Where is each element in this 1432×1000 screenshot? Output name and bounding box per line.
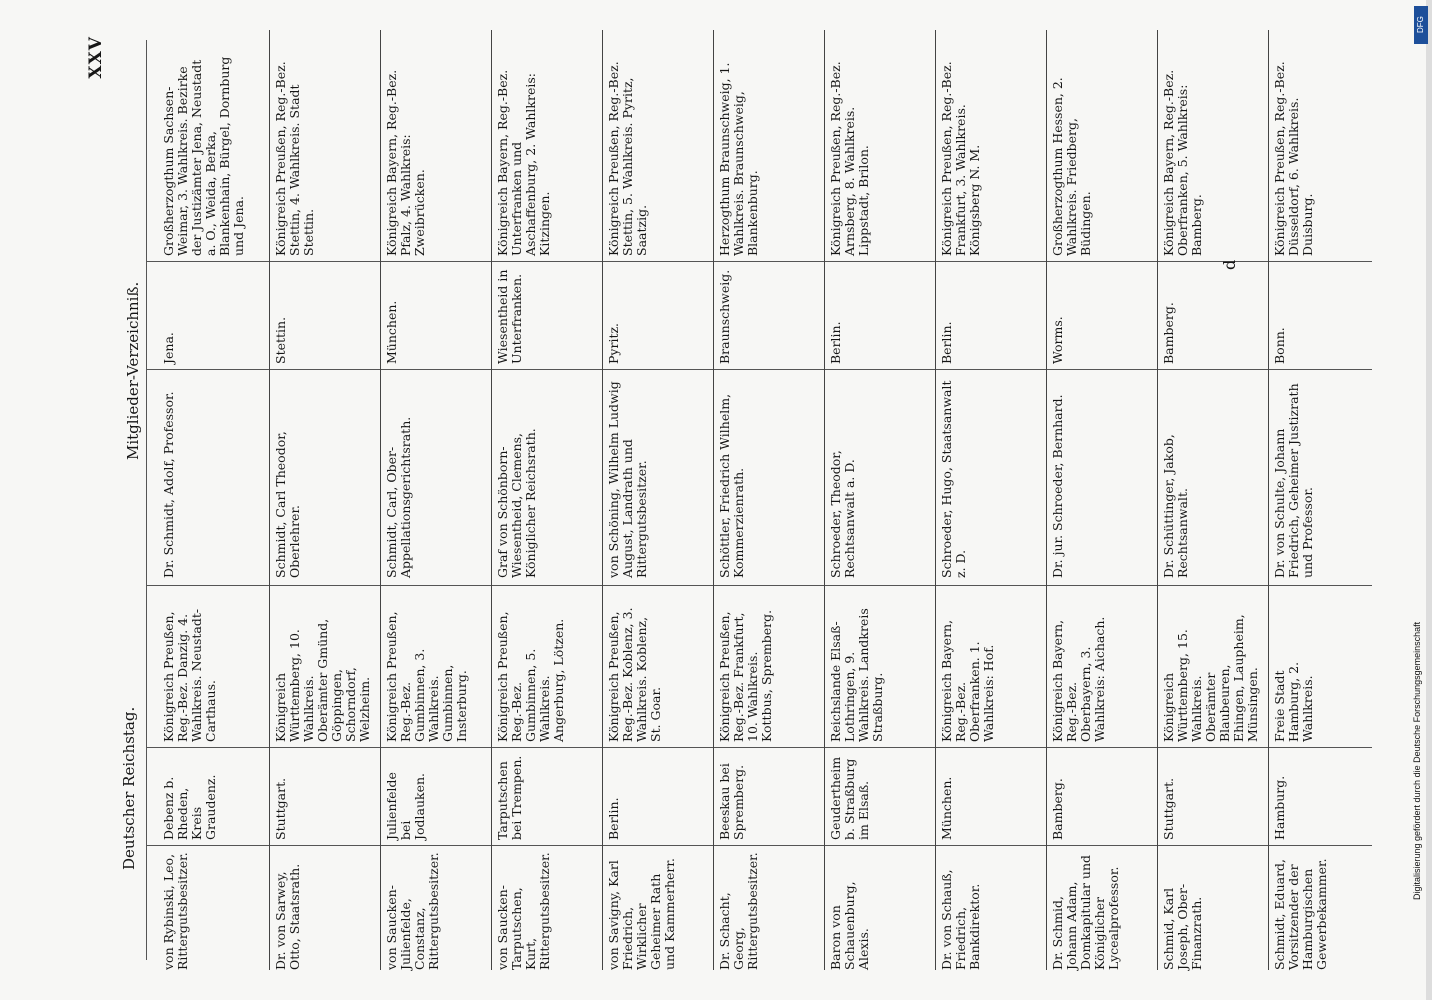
member-constituency: Königreich Württemberg, 15. Wahlkreis. Oberämter Blaubeuren, Ehingen, Laupheim, Münsingen. — [1161, 614, 1260, 742]
member-constituency: Königreich Preußen, Reg.-Bez. Danzig. 4. Wahlkreis. Neustadt-Carthaus. — [161, 608, 218, 742]
member-constituency: Königreich Preußen, Reg.-Bez. Düsseldorf, 6. Wahlkreis. Duisburg. — [1272, 61, 1315, 256]
table-row — [824, 30, 936, 970]
member-residence: Bamberg. — [1161, 302, 1176, 364]
member-constituency: Königreich Preußen, Reg.-Bez. Gumbinnen, 3. Wahlkreis. Gumbinnen, Insterburg. — [384, 611, 469, 742]
member-residence: München. — [939, 776, 954, 840]
member-residence: Bonn. — [1272, 327, 1287, 364]
rotated-page — [80, 30, 1380, 970]
member-name: von Savigny, Karl Friedrich, Wirklicher Geheimer Rath und Kammerherr. — [606, 858, 677, 970]
member-constituency: Königreich Bayern, Reg.-Bez. Unterfranken und Aschaffenburg, 2. Wahlkreis: Kitzingen. — [495, 69, 552, 256]
member-name: Schmidt, Carl Theodor, Oberlehrer. — [273, 431, 302, 578]
member-residence: Julienfelde bei Jodlauken. — [384, 772, 427, 840]
member-residence: Tarputschen bei Trempen. — [495, 755, 524, 840]
member-constituency: Herzogthum Braunschweig, 1. Wahlkreis. Braunschweig, Blankenburg. — [717, 62, 760, 256]
table-row — [158, 30, 269, 970]
table-row — [1157, 30, 1269, 970]
member-name: Schroeder, Hugo, Staatsanwalt z. D. — [939, 380, 968, 578]
member-residence: Stettin. — [273, 316, 288, 364]
member-residence: München. — [384, 300, 399, 364]
member-constituency: Königreich Bayern, Reg.-Bez. Oberbayern, 3. Wahlkreis: Aichach. — [1050, 616, 1107, 742]
table-row — [935, 30, 1047, 970]
member-constituency: Königreich Bayern, Reg.-Bez. Oberfranken. 1. Wahlkreis: Hof. — [939, 619, 996, 742]
member-name: Baron von Schauenburg, Alexis. — [828, 881, 871, 970]
header-left: Deutscher Reichstag. — [120, 706, 138, 870]
member-constituency: Königreich Preußen, Reg.-Bez. Frankfurt, 3. Wahlkreis. Königsberg N. M. — [939, 61, 982, 256]
table-row — [491, 30, 603, 970]
member-name: von Schöning, Wilhelm Ludwig August, Landrath und Rittergutsbesitzer. — [606, 381, 649, 578]
member-residence: Stuttgart. — [1161, 777, 1176, 840]
member-residence: Geudertheim b. Straßburg im Elsaß. — [828, 756, 871, 840]
member-name: von Saucken-Tarputschen, Kurt, Rittergutsbesitzer. — [495, 852, 552, 970]
table-row — [602, 30, 714, 970]
member-constituency: Königreich Preußen, Reg.-Bez. Frankfurt, 10. Wahlkreis. Kottbus, Spremberg. — [717, 609, 774, 742]
member-constituency: Königreich Preußen, Reg.-Bez. Arnsberg, 8. Wahlkreis. Lippstadt, Brilon. — [828, 61, 871, 256]
member-residence: Berlin. — [828, 321, 843, 364]
member-residence: Berlin. — [606, 797, 621, 840]
member-residence: Stuttgart. — [273, 777, 288, 840]
member-constituency: Königreich Preußen, Reg.-Bez. Gumbinnen, 5. Wahlkreis. Angerburg, Lötzen. — [495, 611, 566, 742]
page-edge — [1426, 0, 1432, 1000]
page-number: XXV — [86, 36, 106, 79]
member-name: Dr. Schmidt, Adolf, Professor. — [161, 391, 176, 578]
member-name: Graf von Schönborn-Wiesentheid, Clemens, Königlicher Reichsrath. — [495, 428, 538, 578]
member-name: Schmidt, Carl, Ober-Appellationsgerichtsrath. — [384, 416, 413, 578]
member-residence: Worms. — [1050, 316, 1065, 364]
member-constituency: Großherzogthum Hessen, 2. Wahlkreis. Friedberg, Büdingen. — [1050, 77, 1093, 256]
member-name: von Rybinski, Leo, Rittergutsbesitzer. — [161, 852, 190, 970]
digitization-note: Digitalisierung gefördert durch die Deutsche Forschungsgemeinschaft — [1412, 621, 1422, 900]
member-residence: Braunschweig. — [717, 269, 732, 364]
member-name: Schöttler, Friedrich Wilhelm, Kommerzienrath. — [717, 393, 746, 578]
member-residence: Bamberg. — [1050, 778, 1065, 840]
page-header — [80, 30, 170, 970]
member-name: Dr. jur. Schroeder, Bernhard. — [1050, 394, 1065, 578]
member-constituency: Königreich Bayern, Reg.-Bez. Oberfranken, 5. Wahlkreis: Bamberg. — [1161, 69, 1204, 256]
member-name: Schmidt, Eduard, Vorsitzender der Hamburgischen Gewerbekammer. — [1272, 858, 1329, 970]
member-name: Dr. von Schauß, Friedrich, Bankdirektor. — [939, 869, 982, 970]
member-name: Schmid, Karl Joseph, Ober-Finanzrath. — [1161, 883, 1204, 970]
member-name: Dr. Schmid, Johann Adam, Domkapitular und Königlicher Lycealprofessor. — [1050, 854, 1121, 970]
table-row — [269, 30, 381, 970]
table-row — [1268, 30, 1380, 970]
member-name: Dr. von Sarwey, Otto, Staatsrath. — [273, 863, 302, 970]
member-residence: Hamburg. — [1272, 775, 1287, 840]
member-name: von Saucken-Julienfelde, Constanz, Rittergutsbesitzer. — [384, 852, 441, 970]
dfg-logo: DFG — [1414, 6, 1428, 44]
member-constituency: Königreich Preußen, Reg.-Bez. Stettin, 5. Wahlkreis. Pyritz, Saatzig. — [606, 61, 649, 256]
member-constituency: Königreich Württemberg, 10. Wahlkreis. Oberämter Gmünd, Göppingen, Schorndorf, Welzheim. — [273, 618, 372, 742]
member-residence: Jena. — [161, 332, 176, 364]
member-constituency: Großherzogthum Sachsen-Weimar, 3. Wahlkreis. Bezirke der Justizämter Jena, Neustadt a. O., Weida, Berka, Blankenhain, Bürgel, Dornburg und Jena. — [161, 56, 246, 256]
table-row — [380, 30, 492, 970]
member-name: Dr. von Schulte, Johann Friedrich, Geheimer Justizrath und Professor. — [1272, 383, 1315, 578]
member-constituency: Königreich Preußen, Reg.-Bez. Koblenz, 3. Wahlkreis. Koblenz, St. Goar. — [606, 607, 663, 742]
table-row — [713, 30, 825, 970]
member-residence: Debenz b. Rheden, Kreis Graudenz. — [161, 774, 218, 840]
member-residence: Wiesentheid in Unterfranken. — [495, 269, 524, 364]
header-right: Mitglieder-Verzeichniß. — [124, 281, 142, 460]
member-residence: Berlin. — [939, 321, 954, 364]
member-name: Dr. Schüttinger, Jakob, Rechtsanwalt. — [1161, 434, 1190, 578]
header-rule — [146, 40, 147, 960]
signature-mark: d — [1220, 259, 1239, 270]
member-constituency: Königreich Bayern, Reg.-Bez. Pfalz, 4. Wahlkreis: Zweibrücken. — [384, 69, 427, 256]
member-constituency: Freie Stadt Hamburg, 2. Wahlkreis. — [1272, 661, 1315, 742]
member-constituency: Königreich Preußen, Reg.-Bez. Stettin, 4. Wahlkreis. Stadt Stettin. — [273, 61, 316, 256]
member-constituency: Reichslande Elsaß-Lothringen, 9. Wahlkreis. Landkreis Straßburg. — [828, 608, 885, 742]
member-name: Schroeder, Theodor, Rechtsanwalt a. D. — [828, 450, 857, 578]
table-row — [1046, 30, 1158, 970]
member-name: Dr. Schacht, Georg, Rittergutsbesitzer. — [717, 852, 760, 970]
member-residence: Pyritz. — [606, 322, 621, 364]
member-residence: Beeskau bei Spremberg. — [717, 763, 746, 840]
